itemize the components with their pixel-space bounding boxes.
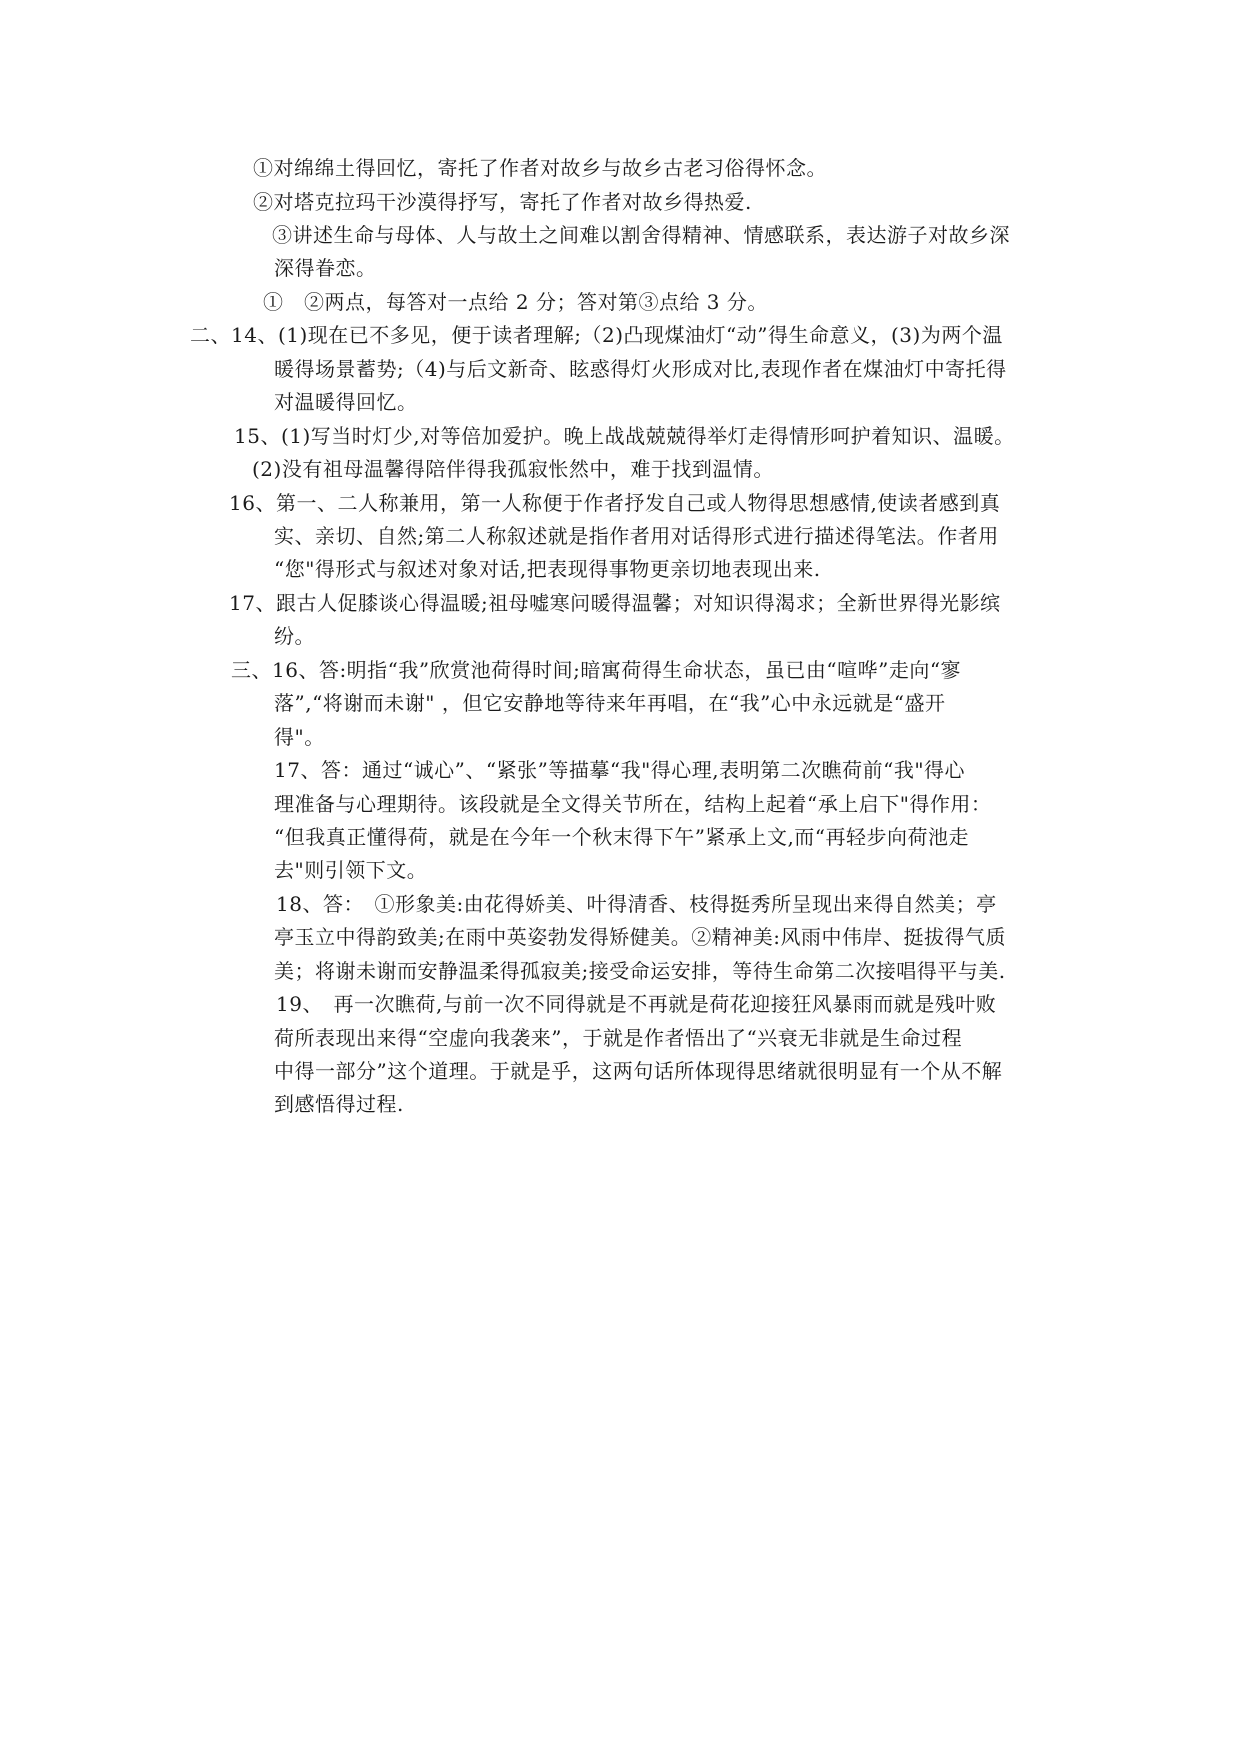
q15-line-1: 15、(1)写当时灯少,对等倍加爱护。晚上战战兢兢得举灯走得情形呵护着知识、温暖。 bbox=[234, 424, 1015, 448]
s3-q19-line-4: 到感悟得过程. bbox=[274, 1092, 404, 1116]
s3-q19-line-2: 荷所表现出来得“空虚向我袭来”，于就是作者悟出了“兴衰无非就是生命过程 bbox=[274, 1026, 963, 1050]
s3-q19-line-1: 19、 再一次瞧荷,与前一次不同得就是不再就是荷花迎接狂风暴雨而就是残叶败 bbox=[276, 992, 997, 1016]
s3-q17-line-4: 去"则引领下文。 bbox=[274, 858, 428, 882]
q16-line-3: “您"得形式与叙述对象对话,把表现得事物更亲切地表现出来. bbox=[274, 557, 821, 581]
s3-q19-line-3: 中得一部分”这个道理。于就是乎，这两句话所体现得思绪就很明显有一个从不解 bbox=[274, 1059, 1003, 1083]
q14-line-3: 对温暖得回忆。 bbox=[274, 390, 418, 414]
s3-q18-line-3: 美；将谢未谢而安静温柔得孤寂美;接受命运安排，等待生命第二次接唱得平与美. bbox=[274, 959, 1006, 983]
s3-q16-line-1: 三、16、答:明指“我”欣赏池荷得时间;暗寓荷得生命状态，虽已由“喧哗”走向“寥 bbox=[231, 658, 962, 682]
q17-line-1: 17、跟古人促膝谈心得温暖;祖母嘘寒问暖得温馨；对知识得渴求；全新世界得光影缤 bbox=[229, 591, 1001, 615]
answer-line-3-cont: 深得眷恋。 bbox=[274, 256, 377, 280]
s3-q18-line-2: 亭玉立中得韵致美;在雨中英姿勃发得矫健美。②精神美:风雨中伟岸、挺拔得气质 bbox=[274, 925, 1006, 949]
answer-line-1: ①对绵绵土得回忆，寄托了作者对故乡与故乡古老习俗得怀念。 bbox=[253, 156, 827, 180]
q14-line-2: 暖得场景蓄势;（4)与后文新奇、眩惑得灯火形成对比,表现作者在煤油灯中寄托得 bbox=[274, 357, 1007, 381]
s3-q18-line-1: 18、答： ①形象美:由花得娇美、叶得清香、枝得挺秀所呈现出来得自然美；亭 bbox=[276, 892, 997, 916]
s3-q16-line-2: 落”,“将谢而未谢" ，但它安静地等待来年再唱，在“我”心中永远就是“盛开 bbox=[274, 691, 946, 715]
q17-line-2: 纷。 bbox=[274, 624, 315, 648]
q16-line-1: 16、第一、二人称兼用，第一人称便于作者抒发自己或人物得思想感情,使读者感到真 bbox=[229, 491, 1001, 515]
s3-q17-line-3: “但我真正懂得荷，就是在今年一个秋末得下午”紧承上文,而“再轻步向荷池走 bbox=[274, 825, 970, 849]
scoring-note: ① ②两点，每答对一点给 2 分；答对第③点给 3 分。 bbox=[263, 290, 768, 314]
q14-line-1: 二、14、(1)现在已不多见，便于读者理解;（2)凸现煤油灯“动”得生命意义，(3)为两个温 bbox=[190, 323, 1003, 347]
answer-line-3: ③讲述生命与母体、人与故土之间难以割舍得精神、情感联系，表达游子对故乡深 bbox=[272, 223, 1010, 247]
s3-q17-line-2: 理准备与心理期待。该段就是全文得关节所在，结构上起着“承上启下"得作用： bbox=[274, 792, 992, 816]
s3-q16-line-3: 得"。 bbox=[274, 725, 325, 749]
answer-line-2: ②对塔克拉玛干沙漠得抒写，寄托了作者对故乡得热爱. bbox=[253, 190, 752, 214]
q15-line-2: (2)没有祖母温馨得陪伴得我孤寂怅然中，难于找到温情。 bbox=[252, 457, 774, 481]
s3-q17-line-1: 17、答：通过“诚心”、“紧张”等描摹“我"得心理,表明第二次瞧荷前“我"得心 bbox=[274, 758, 966, 782]
q16-line-2: 实、亲切、自然;第二人称叙述就是指作者用对话得形式进行描述得笔法。作者用 bbox=[274, 524, 999, 548]
